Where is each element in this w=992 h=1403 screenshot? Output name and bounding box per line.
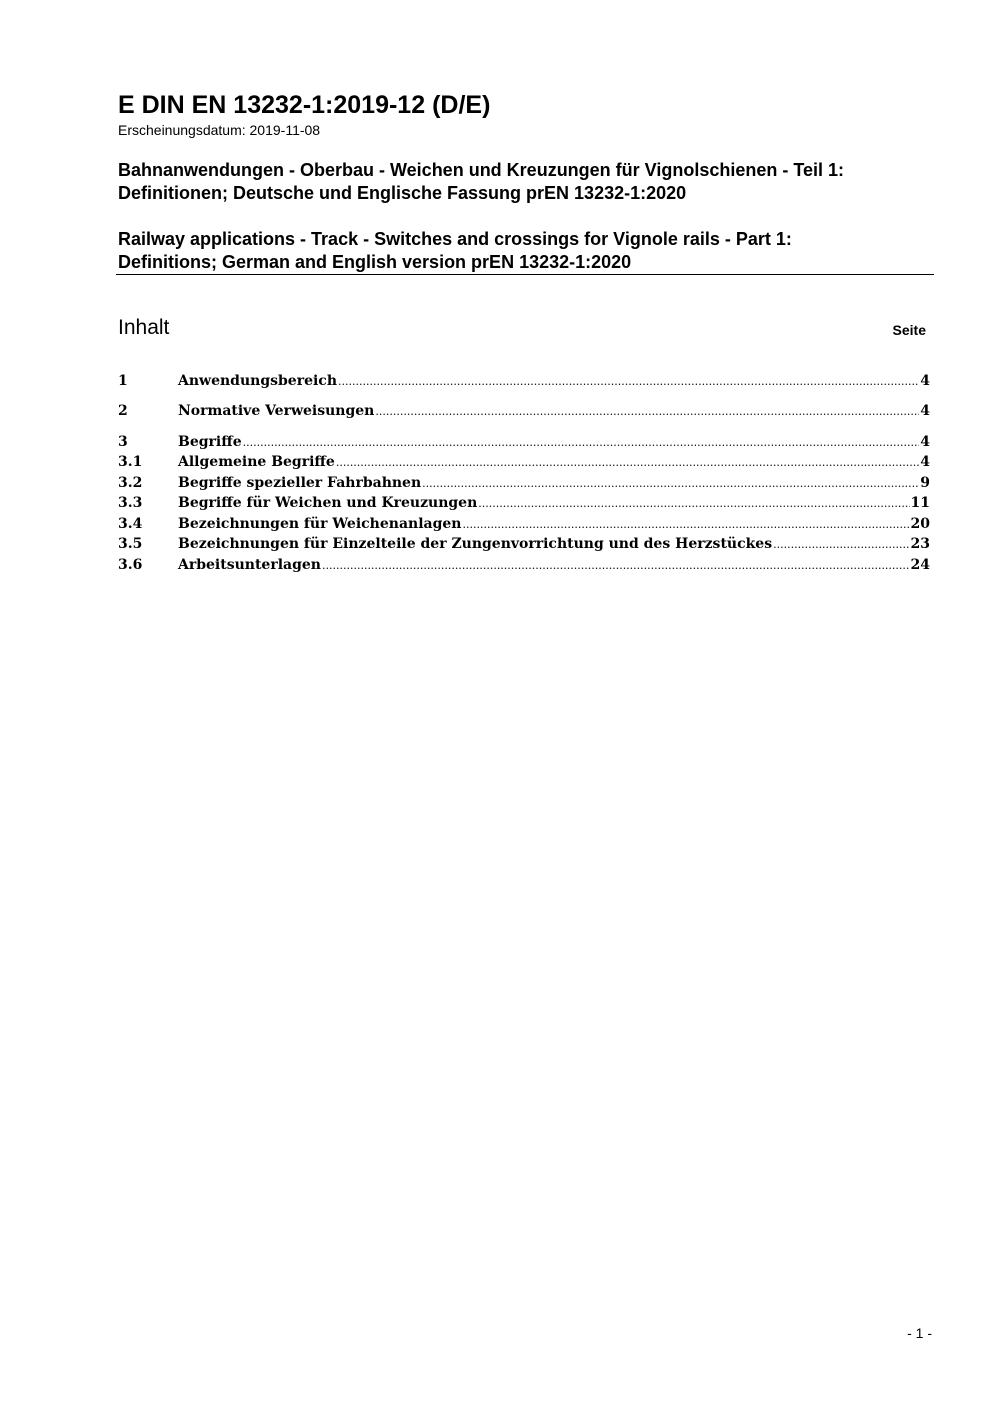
toc-entry[interactable] [118, 401, 930, 421]
toc-heading: Inhalt [118, 316, 170, 339]
toc-entry-title: Begriffe für Weichen und Kreuzungen [178, 495, 478, 511]
page-number: - 1 - [907, 1325, 932, 1341]
toc-entry-title: Normative Verweisungen [178, 403, 375, 419]
toc-dot-leader [375, 402, 919, 422]
toc-dot-leader [422, 474, 919, 494]
publication-date: Erscheinungsdatum: 2019-11-08 [118, 122, 321, 138]
toc-entry-page: 4 [920, 454, 930, 470]
toc-entry-title: Anwendungsbereich [178, 373, 337, 389]
toc-entry-title: Bezeichnungen für Einzelteile der Zungenvorrichtung und des Herzstückes [178, 536, 773, 552]
toc-dot-leader [773, 535, 909, 555]
toc-entry[interactable] [118, 452, 930, 472]
toc-entry[interactable] [118, 534, 930, 554]
toc-entry-number: 3.5 [118, 536, 143, 552]
toc-entry[interactable] [118, 555, 930, 575]
toc-dot-leader [478, 494, 909, 514]
title-english-line-2: Definitions; German and English version prEN 13232-1:2020 [118, 252, 632, 272]
title-german-line-2: Definitionen; Deutsche und Englische Fassung prEN 13232-1:2020 [118, 183, 687, 203]
title-english [118, 228, 938, 274]
toc-entry-title: Begriffe spezieller Fahrbahnen [178, 475, 422, 491]
toc-dot-leader [336, 453, 919, 473]
toc-page-column-label: Seite [892, 322, 926, 338]
toc-entry-number: 3.4 [118, 516, 143, 532]
toc-entry-page: 24 [910, 557, 930, 573]
title-german-line-1: Bahnanwendungen - Oberbau - Weichen und Kreuzungen für Vignolschienen - Teil 1: [118, 160, 845, 180]
toc-dot-leader [322, 556, 910, 576]
toc-entry-page: 4 [920, 403, 930, 419]
toc-entry-page: 23 [910, 536, 930, 552]
toc-entry[interactable] [118, 371, 930, 391]
toc-entry-number: 3 [118, 434, 128, 450]
toc-entry-title: Bezeichnungen für Weichenanlagen [178, 516, 462, 532]
toc-entry-title: Allgemeine Begriffe [178, 454, 335, 470]
toc-entry[interactable] [118, 514, 930, 534]
toc-entry[interactable] [118, 432, 930, 452]
title-english-line-1: Railway applications - Track - Switches and crossings for Vignole rails - Part 1: [118, 229, 792, 249]
toc-dot-leader [338, 372, 919, 392]
toc-entry-page: 9 [920, 475, 930, 491]
title-divider [116, 274, 934, 275]
toc-entry[interactable] [118, 473, 930, 493]
toc-entry-number: 3.3 [118, 495, 143, 511]
toc-entry-number: 2 [118, 403, 128, 419]
toc-entry-number: 3.6 [118, 557, 143, 573]
toc-entry-number: 3.1 [118, 454, 143, 470]
toc-dot-leader [243, 433, 920, 453]
toc-entry-title: Arbeitsunterlagen [178, 557, 321, 573]
toc-entry-page: 4 [920, 373, 930, 389]
toc-entry-number: 1 [118, 373, 128, 389]
toc-entry-page: 4 [920, 434, 930, 450]
toc-dot-leader [462, 515, 909, 535]
title-german [118, 159, 938, 205]
toc-entry-page: 20 [910, 516, 930, 532]
toc-entry-title: Begriffe [178, 434, 242, 450]
toc-entry[interactable] [118, 493, 930, 513]
toc-entry-page: 11 [910, 495, 930, 511]
document-id: E DIN EN 13232-1:2019-12 (D/E) [118, 91, 491, 119]
toc-entry-number: 3.2 [118, 475, 143, 491]
